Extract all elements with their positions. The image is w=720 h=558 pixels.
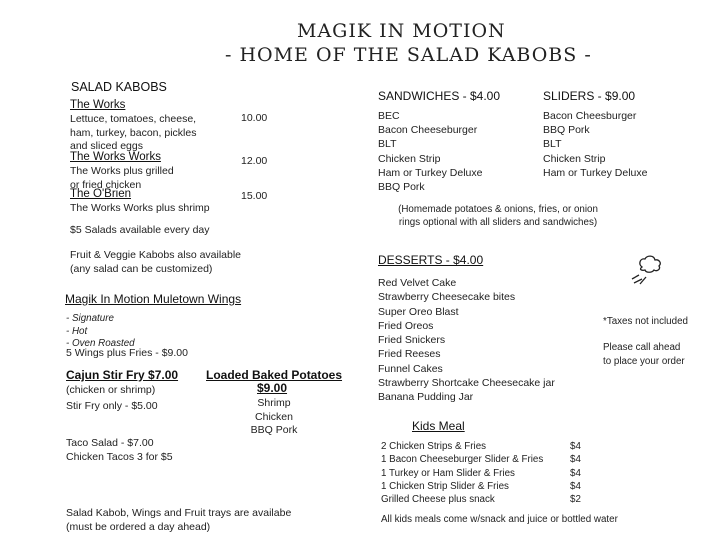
kids-meal-list: 2 Chicken Strips & Fries 1 Bacon Cheeseburger Slider & Fries 1 Turkey or Ham Slider & Fries 1 Chicken Strip Slider & Fries Grilled Cheese plus snack (381, 441, 544, 506)
daily-salads-note: $5 Salads available every day (70, 224, 210, 236)
loaded-potatoes-price: $9.00 (257, 381, 288, 395)
loaded-potatoes-items: Shrimp Chicken BBQ Pork (250, 397, 298, 436)
the-works-works-price: 12.00 (241, 155, 268, 167)
call-ahead-note: Please call ahead to place your order (603, 342, 685, 367)
menu-subtitle: - HOME OF THE SALAD KABOBS - (225, 44, 592, 66)
fruit-kabobs-note: Fruit & Veggie Kabobs also available (any salad can be customized) (70, 249, 242, 275)
cajun-note: (chicken or shrimp) (66, 384, 156, 396)
wings-flavors: - Signature - Hot - Oven Roasted (66, 313, 135, 349)
taxes-note: *Taxes not included (603, 316, 688, 327)
the-works-price: 10.00 (241, 112, 268, 124)
kids-meal-heading: Kids Meal (412, 419, 465, 433)
wings-deal: 5 Wings plus Fries - $9.00 (66, 347, 188, 359)
desserts-heading: DESSERTS - $4.00 (378, 253, 484, 267)
desserts-list: Red Velvet Cake Strawberry Cheesecake bites Super Oreo Blast Fried Oreos Fried Snickers Fried Reeses Funnel Cakes Strawberry Shortcake Cheesecake jar Banana Pudding Jar (378, 277, 555, 404)
kids-meal-prices: $4 $4 $4 $4 $2 (570, 441, 581, 506)
salad-kabobs-heading: SALAD KABOBS (71, 80, 167, 94)
sandwiches-heading: SANDWICHES - $4.00 (378, 89, 501, 103)
the-works-works-desc: The Works plus grilled or fried chicken (70, 165, 174, 191)
menu-title: MAGIK IN MOTION (297, 20, 506, 42)
trays-note: Salad Kabob, Wings and Fruit trays are availabe (must be ordered a day ahead) (66, 507, 292, 533)
the-works-works-name: The Works Works (70, 151, 161, 163)
the-works-name: The Works (70, 99, 126, 111)
sandwiches-list: BEC Bacon Cheeseburger BLT Chicken Strip Ham or Turkey Deluxe BBQ Pork (378, 110, 483, 194)
kids-meal-note: All kids meals come w/snack and juice or bottled water (381, 514, 618, 525)
the-works-desc: Lettuce, tomatoes, cheese, ham, turkey, bacon, pickles and sliced eggs (70, 113, 197, 152)
cajun-stir-fry-heading: Cajun Stir Fry $7.00 (66, 368, 179, 382)
taco-items: Taco Salad - $7.00 Chicken Tacos 3 for $5 (66, 437, 173, 463)
the-obrien-desc: The Works Works plus shrimp (70, 202, 210, 214)
the-obrien-price: 15.00 (241, 190, 268, 202)
loaded-potatoes-heading: Loaded Baked Potatoes (206, 368, 343, 382)
wings-heading: Magik In Motion Muletown Wings (65, 292, 242, 306)
stir-fry-only: Stir Fry only - $5.00 (66, 400, 158, 412)
steaming-food-icon (628, 253, 668, 287)
sliders-list: Bacon Cheesburger BBQ Pork BLT Chicken Strip Ham or Turkey Deluxe (543, 110, 648, 179)
the-obrien-name: The O'Brien (70, 188, 131, 200)
sliders-heading: SLIDERS - $9.00 (543, 89, 636, 103)
sides-note: (Homemade potatoes & onions, fries, or onion rings optional with all sliders and sandwiches) (398, 204, 598, 228)
